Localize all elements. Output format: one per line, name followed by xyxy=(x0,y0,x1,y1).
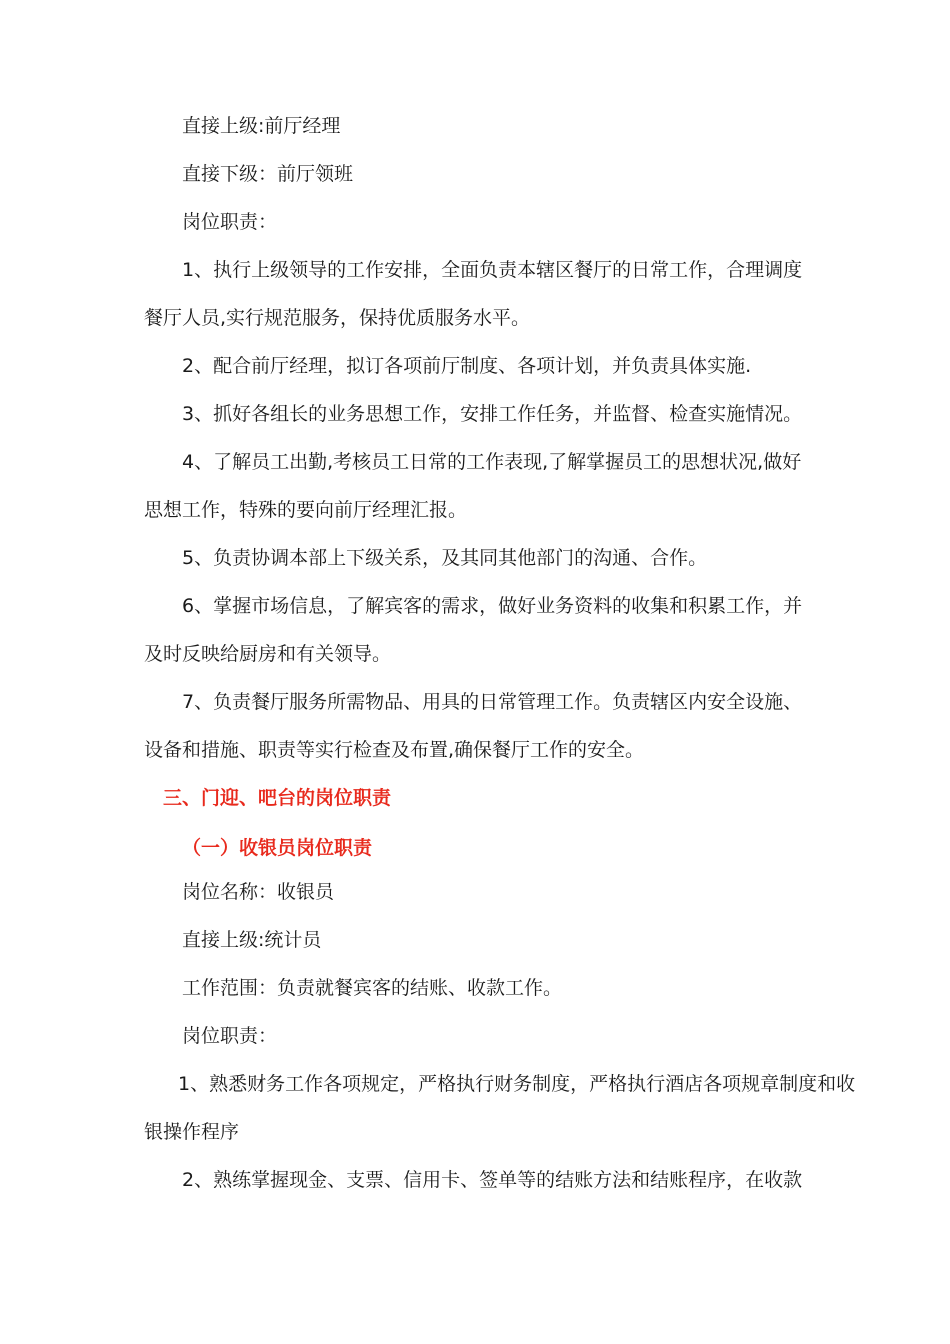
cashier-direct-superior: 直接上级:统计员 xyxy=(182,929,322,951)
work-scope: 工作范围：负责就餐宾客的结账、收款工作。 xyxy=(182,977,563,999)
section-heading: 三、门迎、吧台的岗位职责 xyxy=(163,787,392,809)
duty-3: 3、抓好各组长的业务思想工作，安排工作任务，并监督、检查实施情况。 xyxy=(182,403,803,425)
subsection-heading: （一）收银员岗位职责 xyxy=(182,837,373,859)
duty-1-line-1: 1、执行上级领导的工作安排，全面负责本辖区餐厅的日常工作，合理调度 xyxy=(182,259,803,281)
duty-6-line-2: 及时反映给厨房和有关领导。 xyxy=(144,643,392,665)
duty-7-line-2: 设备和措施、职责等实行检查及布置,确保餐厅工作的安全。 xyxy=(144,739,645,761)
direct-superior: 直接上级:前厅经理 xyxy=(182,115,341,137)
duty-1-line-2: 餐厅人员,实行规范服务，保持优质服务水平。 xyxy=(144,307,531,329)
cashier-duty-1-line-2: 银操作程序 xyxy=(144,1121,240,1143)
position-name: 岗位名称：收银员 xyxy=(182,881,335,903)
duty-4-line-1: 4、了解员工出勤,考核员工日常的工作表现,了解掌握员工的思想状况,做好 xyxy=(182,451,802,473)
cashier-duty-2-line-1: 2、熟练掌握现金、支票、信用卡、签单等的结账方法和结账程序，在收款 xyxy=(182,1169,803,1191)
cashier-duties-label: 岗位职责： xyxy=(182,1025,278,1047)
cashier-duty-1-line-1: 1、熟悉财务工作各项规定，严格执行财务制度，严格执行酒店各项规章制度和收 xyxy=(178,1073,856,1095)
duties-label: 岗位职责： xyxy=(182,211,278,233)
duty-2: 2、配合前厅经理，拟订各项前厅制度、各项计划，并负责具体实施. xyxy=(182,355,752,377)
duty-6-line-1: 6、掌握市场信息，了解宾客的需求，做好业务资料的收集和积累工作，并 xyxy=(182,595,803,617)
duty-4-line-2: 思想工作，特殊的要向前厅经理汇报。 xyxy=(144,499,468,521)
duty-7-line-1: 7、负责餐厅服务所需物品、用具的日常管理工作。负责辖区内安全设施、 xyxy=(182,691,803,713)
direct-subordinate: 直接下级：前厅领班 xyxy=(182,163,354,185)
duty-5: 5、负责协调本部上下级关系，及其同其他部门的沟通、合作。 xyxy=(182,547,708,569)
